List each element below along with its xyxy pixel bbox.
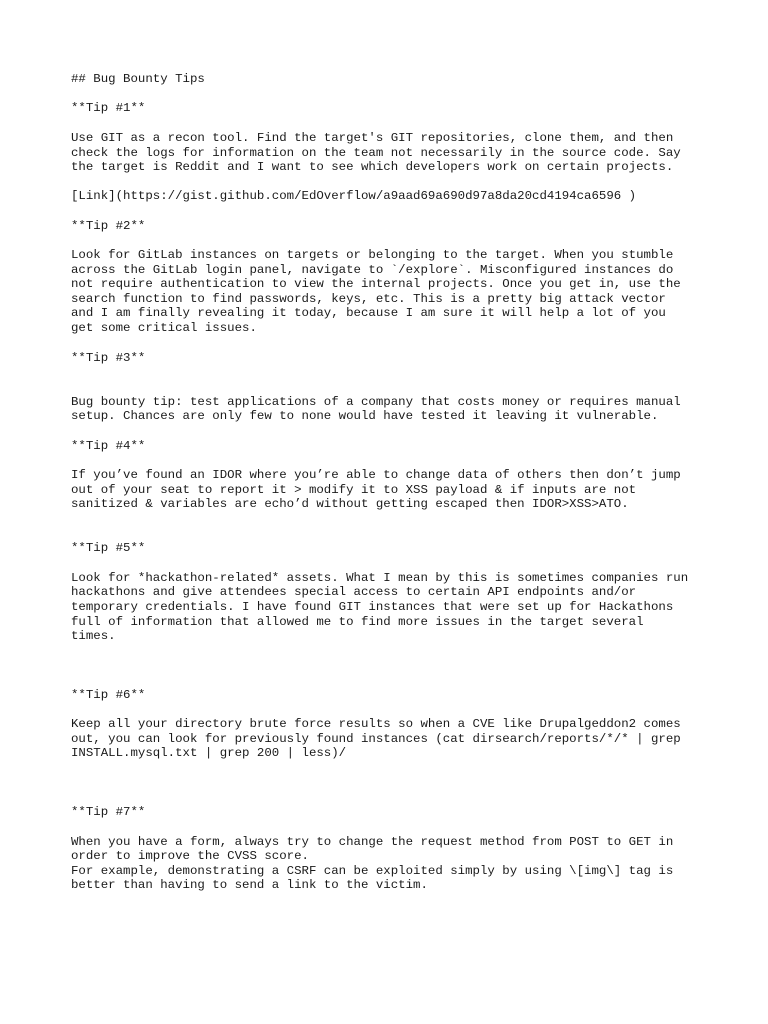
tip2-title: **Tip #2** bbox=[71, 219, 146, 233]
tip4-line: If you’ve found an IDOR where you’re able to change data of others then don’t jump bbox=[71, 468, 681, 482]
tip1-line: Use GIT as a recon tool. Find the target's GIT repositories, clone them, and then bbox=[71, 131, 674, 145]
tip6-line: INSTALL.mysql.txt | grep 200 | less)/ bbox=[71, 746, 347, 760]
tip1-title: **Tip #1** bbox=[71, 101, 146, 115]
tip1-line: the target is Reddit and I want to see which developers work on certain projects. bbox=[71, 160, 674, 174]
tip5-line: Look for *hackathon-related* assets. What I mean by this is sometimes companies run bbox=[71, 571, 689, 585]
tip5-line: full of information that allowed me to find more issues in the target several bbox=[71, 615, 644, 629]
tip7-line: better than having to send a link to the victim. bbox=[71, 878, 428, 892]
tip5-title: **Tip #5** bbox=[71, 541, 146, 555]
tip5-line: times. bbox=[71, 629, 116, 643]
tip2-line: and I am finally revealing it today, because I am sure it will help a lot of you bbox=[71, 306, 666, 320]
tip7-line: For example, demonstrating a CSRF can be exploited simply by using \[img\] tag is bbox=[71, 864, 674, 878]
tip6-line: Keep all your directory brute force results so when a CVE like Drupalgeddon2 comes bbox=[71, 717, 681, 731]
tip3-line: setup. Chances are only few to none would have tested it leaving it vulnerable. bbox=[71, 409, 659, 423]
tip6-title: **Tip #6** bbox=[71, 688, 146, 702]
tip7-line: order to improve the CVSS score. bbox=[71, 849, 309, 863]
tip3-line: Bug bounty tip: test applications of a company that costs money or requires manual bbox=[71, 395, 681, 409]
tip7-line: When you have a form, always try to change the request method from POST to GET in bbox=[71, 835, 674, 849]
tip5-line: temporary credentials. I have found GIT instances that were set up for Hackathons bbox=[71, 600, 674, 614]
tip4-line: sanitized & variables are echo’d without getting escaped then IDOR>XSS>ATO. bbox=[71, 497, 629, 511]
doc-heading: ## Bug Bounty Tips bbox=[71, 72, 205, 86]
tip2-line: not require authentication to view the internal projects. Once you get in, use the bbox=[71, 277, 681, 291]
tip7-title: **Tip #7** bbox=[71, 805, 146, 819]
tip5-line: hackathons and give attendees special access to certain API endpoints and/or bbox=[71, 585, 637, 599]
tip1-link[interactable]: [Link](https://gist.github.com/EdOverflow/a9aad69a690d97a8da20cd4194ca6596 ) bbox=[71, 189, 637, 203]
tip2-line: get some critical issues. bbox=[71, 321, 257, 335]
tip2-line: search function to find passwords, keys, etc. This is a pretty big attack vector bbox=[71, 292, 666, 306]
tip2-line: across the GitLab login panel, navigate to `/explore`. Misconfigured instances do bbox=[71, 263, 674, 277]
tip6-line: out, you can look for previously found instances (cat dirsearch/reports/*/* | grep bbox=[71, 732, 681, 746]
tip4-line: out of your seat to report it > modify it to XSS payload & if inputs are not bbox=[71, 483, 637, 497]
tip3-title: **Tip #3** bbox=[71, 351, 146, 365]
tip2-line: Look for GitLab instances on targets or belonging to the target. When you stumble bbox=[71, 248, 674, 262]
tip4-title: **Tip #4** bbox=[71, 439, 146, 453]
tip1-line: check the logs for information on the team not necessarily in the source code. Say bbox=[71, 146, 681, 160]
